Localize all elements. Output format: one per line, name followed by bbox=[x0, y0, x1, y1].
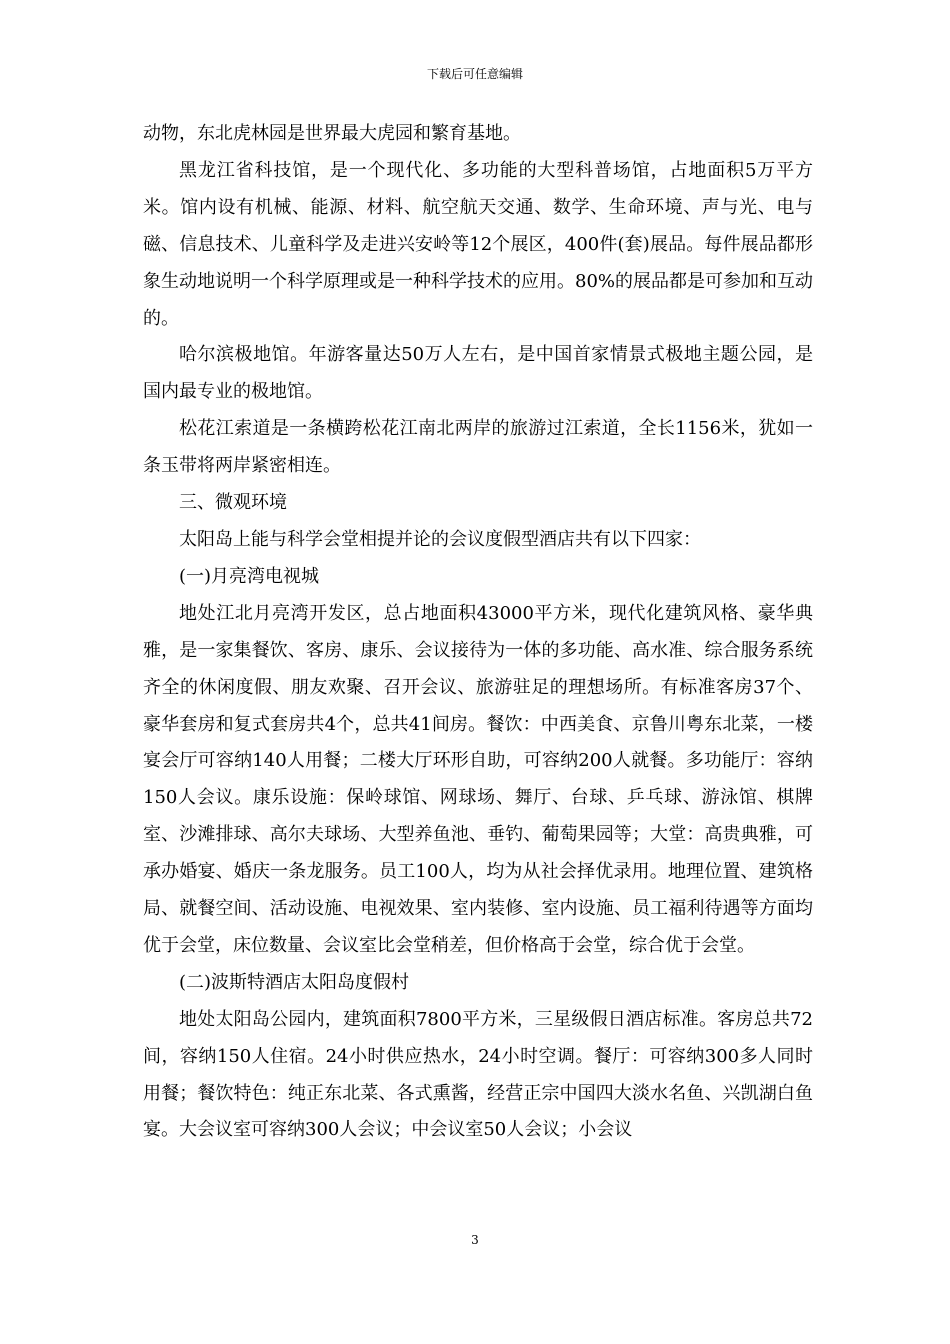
subsection-heading: (二)波斯特酒店太阳岛度假村 bbox=[179, 971, 410, 993]
paragraph: 太阳岛上能与科学会堂相提并论的会议度假型酒店共有以下四家： bbox=[179, 528, 701, 550]
paragraph: 动物，东北虎林园是世界最大虎园和繁育基地。 bbox=[143, 123, 521, 144]
document-body bbox=[143, 116, 813, 1149]
paragraph: 地处太阳岛公园内，建筑面积7800平方米，三星级假日酒店标准。客房总共72间，容纳150人住宿。24小时供应热水，24小时空调。餐厅：可容纳300多人同时用餐；餐饮特色：纯正东北菜、各式熏酱，经营正宗中国四大淡水名鱼、兴凯湖白鱼宴。大会议室可容纳300人会议；中会议室50人会议；小会议 bbox=[143, 1008, 813, 1141]
page-number: 3 bbox=[471, 1233, 479, 1247]
subsection-heading: (一)月亮湾电视城 bbox=[179, 565, 320, 587]
page-header: 下载后可任意编辑 bbox=[426, 67, 523, 81]
paragraph: 地处江北月亮湾开发区，总占地面积43000平方米，现代化建筑风格、豪华典雅，是一家集餐饮、客房、康乐、会议接待为一体的多功能、高水准、综合服务系统齐全的休闲度假、朋友欢聚、召开会议、旅游驻足的理想场所。有标准客房37个、豪华套房和复式套房共4个，总共41间房。餐饮：中西美食、京鲁川粤东北菜，一楼宴会厅可容纳140人用餐；二楼大厅环形自助，可容纳200人就餐。多功能厅：容纳150人会议。康乐设施：保岭球馆、网球场、舞厅、台球、乒乓球、游泳馆、棋牌室、沙滩排球、高尔夫球场、大型养鱼池、垂钓、葡萄果园等；大堂：高贵典雅，可承办婚宴、婚庆一条龙服务。员工100人，均为从社会择优录用。地理位置、建筑格局、就餐空间、活动设施、电视效果、室内装修、室内设施、员工福利待遇等方面均优于会堂，床位数量、会议室比会堂稍差，但价格高于会堂，综合优于会堂。 bbox=[143, 602, 813, 956]
paragraph: 哈尔滨极地馆。年游客量达50万人左右，是中国首家情景式极地主题公园，是国内最专业的极地馆。 bbox=[143, 344, 813, 403]
paragraph: 黑龙江省科技馆，是一个现代化、多功能的大型科普场馆，占地面积5万平方米。馆内设有机械、能源、材料、航空航天交通、数学、生命环境、声与光、电与磁、信息技术、儿童科学及走进兴安岭等12个展区，400件(套)展品。每件展品都形象生动地说明一个科学原理或是一种科学技术的应用。80%的展品都是可参加和互动的。 bbox=[143, 159, 814, 329]
paragraph: 松花江索道是一条横跨松花江南北两岸的旅游过江索道，全长1156米，犹如一条玉带将两岸紧密相连。 bbox=[143, 418, 813, 477]
section-heading: 三、微观环境 bbox=[179, 492, 287, 514]
